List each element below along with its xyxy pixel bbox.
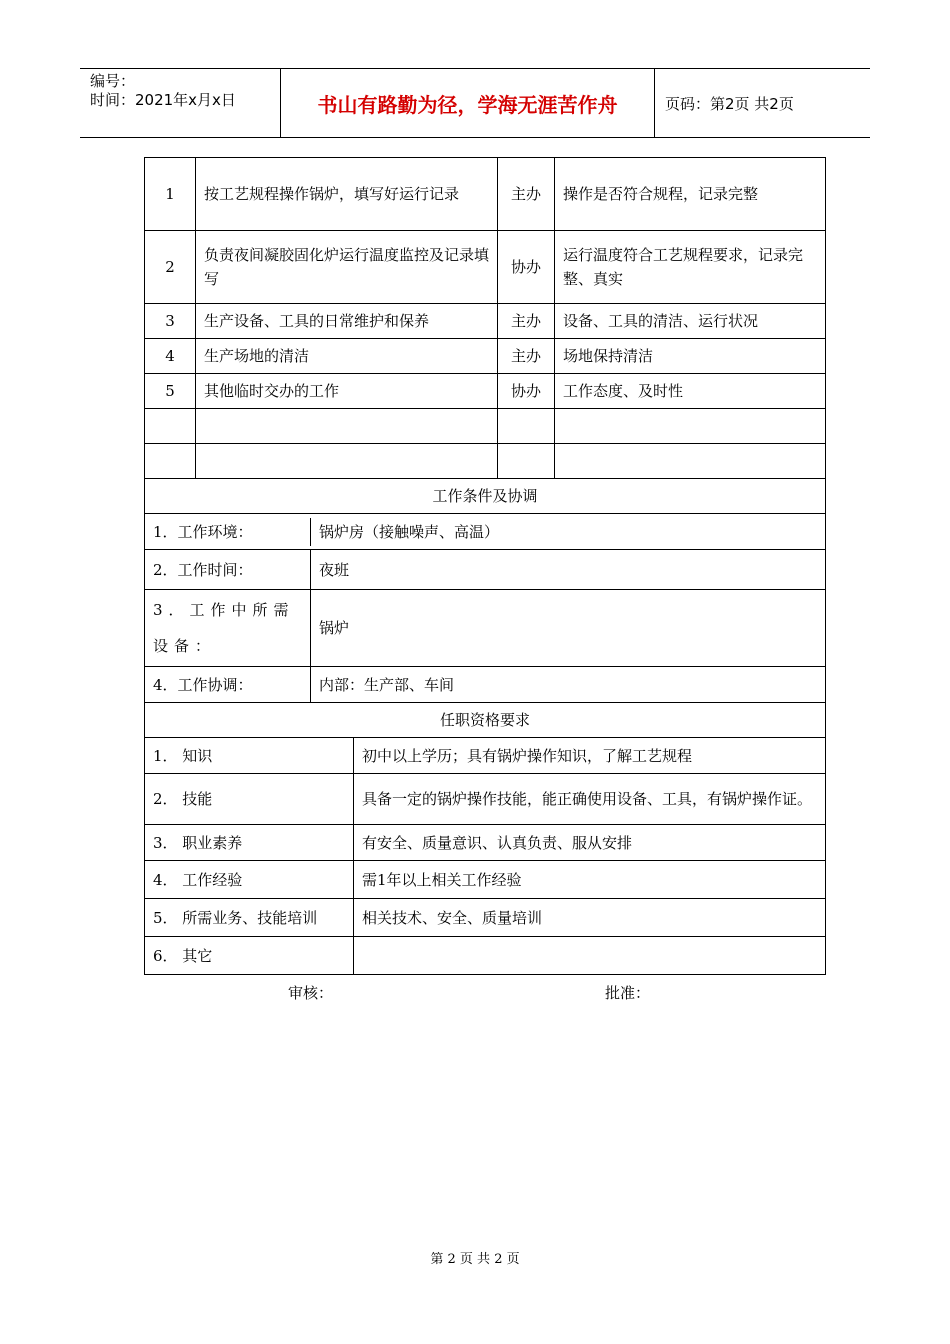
duty-standard: 设备、工具的清洁、运行状况 — [555, 304, 826, 339]
header-motto: 书山有路勤为径，学海无涯苦作舟 — [281, 69, 655, 137]
qualification-value: 相关技术、安全、质量培训 — [362, 908, 543, 927]
header-meta — [80, 69, 281, 137]
section-title-row — [145, 703, 826, 738]
condition-row — [145, 514, 826, 550]
duty-role: 协办 — [498, 231, 555, 304]
condition-value: 内部：生产部、车间 — [319, 675, 455, 694]
duty-standard: 工作态度、及时性 — [555, 374, 826, 409]
condition-row — [145, 667, 826, 703]
qualification-value: 有安全、质量意识、认真负责、服从安排 — [362, 833, 633, 852]
header-page-number: 页码：第2页 共2页 — [665, 94, 794, 113]
document-time-label: 时间：2021年x月x日 — [90, 91, 236, 109]
qualification-row — [145, 825, 826, 861]
qualification-value — [354, 937, 826, 974]
qualification-row — [145, 861, 826, 899]
qualification-row — [145, 774, 826, 825]
duty-standard: 运行温度符合工艺规程要求，记录完整、真实 — [555, 231, 826, 304]
duty-standard: 操作是否符合规程，记录完整 — [555, 158, 826, 231]
condition-value: 夜班 — [319, 560, 350, 579]
duty-role: 主办 — [498, 304, 555, 339]
empty-cell — [196, 409, 498, 444]
qualification-row — [145, 937, 826, 975]
duty-task: 按工艺规程操作锅炉，填写好运行记录 — [196, 158, 498, 231]
duty-task: 生产设备、工具的日常维护和保养 — [196, 304, 498, 339]
duty-number: 5 — [145, 374, 196, 409]
approve-signature-label: 批准： — [605, 984, 651, 1002]
empty-cell — [555, 409, 826, 444]
empty-cell — [145, 444, 196, 479]
conditions-title: 工作条件及协调 — [145, 479, 826, 514]
condition-row — [145, 590, 826, 667]
duty-number: 2 — [145, 231, 196, 304]
empty-cell — [145, 409, 196, 444]
document-number-label: 编号： — [90, 72, 136, 90]
qualification-row — [145, 899, 826, 937]
condition-label: 1．工作环境： — [145, 518, 311, 546]
page-header — [80, 68, 870, 138]
qualification-label: 1． 知识 — [145, 738, 354, 773]
qualification-label: 5． 所需业务、技能培训 — [145, 899, 354, 936]
duty-row — [145, 231, 826, 304]
qualification-value: 需1年以上相关工作经验 — [362, 870, 522, 889]
qualification-label: 2． 技能 — [145, 774, 354, 824]
condition-label: 3．工作中所需设备： — [145, 590, 311, 666]
qualifications-title: 任职资格要求 — [145, 703, 826, 738]
empty-cell — [196, 444, 498, 479]
empty-duty-row — [145, 444, 826, 479]
condition-value: 锅炉 — [319, 619, 350, 637]
duty-row — [145, 374, 826, 409]
qualification-value: 初中以上学历；具有锅炉操作知识，了解工艺规程 — [362, 746, 693, 765]
duty-task: 其他临时交办的工作 — [196, 374, 498, 409]
empty-cell — [498, 444, 555, 479]
duty-row — [145, 304, 826, 339]
page-footer: 第 2 页 共 2 页 — [430, 1252, 520, 1267]
duty-role: 协办 — [498, 374, 555, 409]
duty-row — [145, 158, 826, 231]
condition-label: 2．工作时间： — [145, 550, 311, 589]
duty-role: 主办 — [498, 339, 555, 374]
duty-number: 4 — [145, 339, 196, 374]
empty-cell — [498, 409, 555, 444]
duty-row — [145, 339, 826, 374]
condition-value: 锅炉房（接触噪声、高温） — [319, 522, 500, 541]
duty-number: 1 — [145, 158, 196, 231]
section-title-row — [145, 479, 826, 514]
qualification-label: 4． 工作经验 — [145, 861, 354, 898]
qualification-label: 3． 职业素养 — [145, 825, 354, 860]
duty-role: 主办 — [498, 158, 555, 231]
duty-task: 负责夜间凝胶固化炉运行温度监控及记录填写 — [196, 231, 498, 304]
job-description-table — [144, 157, 826, 975]
review-signature-label: 审核： — [288, 984, 334, 1002]
qualification-label: 6． 其它 — [145, 937, 354, 974]
qualification-value: 具备一定的锅炉操作技能，能正确使用设备、工具，有锅炉操作证。 — [362, 790, 813, 808]
empty-duty-row — [145, 409, 826, 444]
condition-row — [145, 550, 826, 590]
duty-task: 生产场地的清洁 — [196, 339, 498, 374]
duty-number: 3 — [145, 304, 196, 339]
duty-standard: 场地保持清洁 — [555, 339, 826, 374]
empty-cell — [555, 444, 826, 479]
qualification-row — [145, 738, 826, 774]
condition-label: 4．工作协调： — [145, 667, 311, 702]
